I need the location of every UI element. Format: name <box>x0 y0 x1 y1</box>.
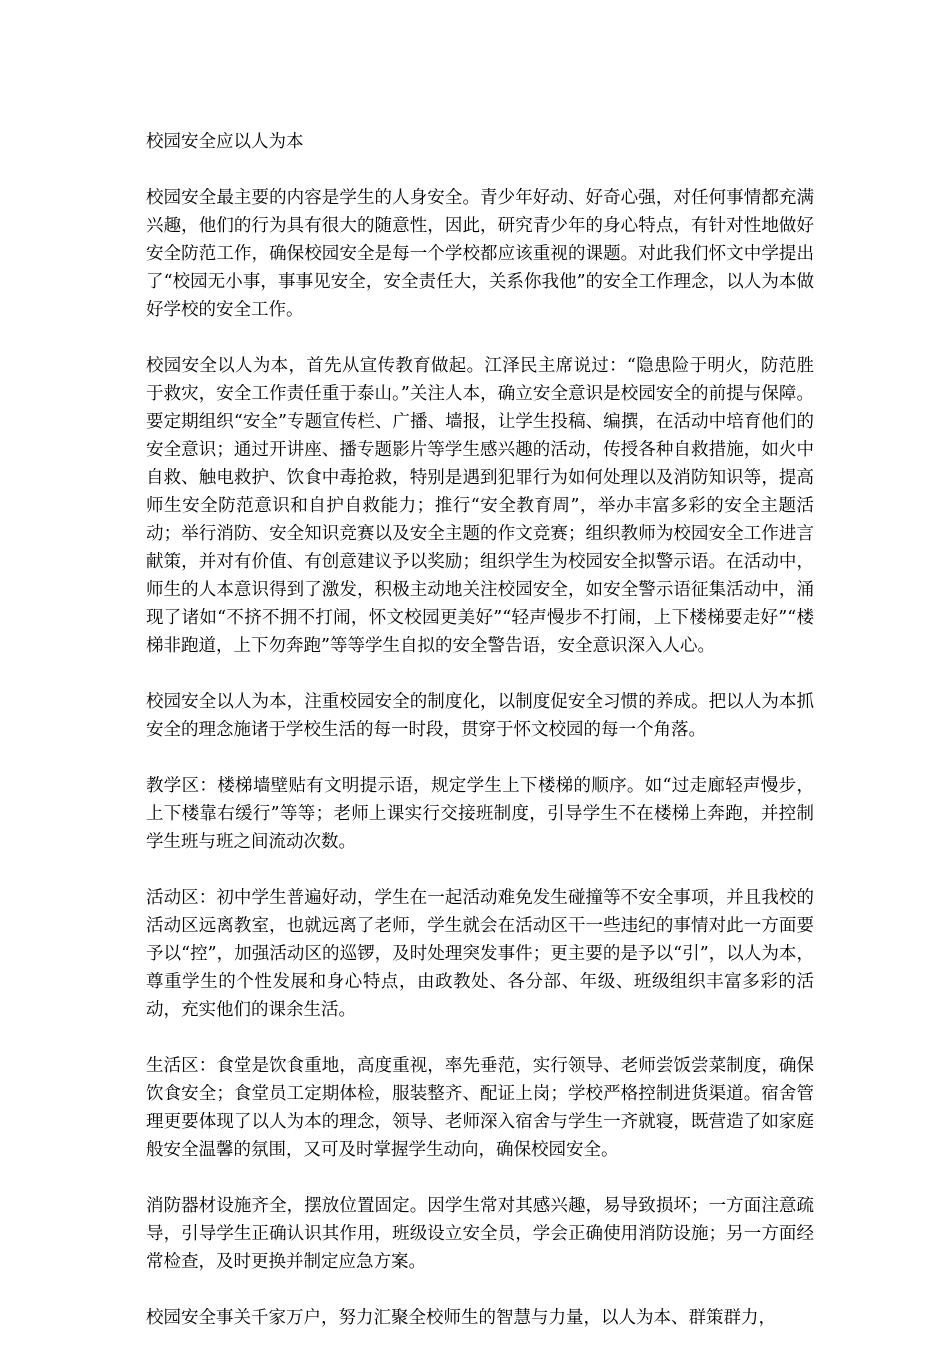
paragraph-living-area: 生活区：食堂是饮食重地，高度重视，率先垂范，实行领导、老师尝饭尝菜制度，确保饮食安全；食堂员工定期体检，服装整齐、配证上岗；学校严格控制进货渠道。宿舍管理更要体现了以人为本的理念，领导、老师深入宿舍与学生一齐就寝，既营造了如家庭般安全温馨的氛围，又可及时掌握学生动向，确保校园安全。 <box>146 1056 814 1160</box>
paragraph-education: 校园安全以人为本，首先从宣传教育做起。江泽民主席说过：“隐患险于明火，防范胜于救灾，安全工作责任重于泰山。”关注人本，确立安全意识是校园安全的前提与保障。要定期组织“安全”专题宣传栏、广播、墙报，让学生投稿、编撰，在活动中培育他们的安全意识；通过开讲座、播专题影片等学生感兴趣的活动，传授各种自救措施，如火中自救、触电救护、饮食中毒抢救，特别是遇到犯罪行为如何处理以及消防知识等，提高师生安全防范意识和自护自救能力；推行“安全教育周”，举办丰富多彩的安全主题活动；举行消防、安全知识竞赛以及安全主题的作文竞赛；组织教师为校园安全工作进言献策，并对有价值、有创意建议予以奖励；组织学生为校园安全拟警示语。在活动中，师生的人本意识得到了激发，积极主动地关注校园安全，如安全警示语征集活动中，涌现了诸如“不挤不拥不打闹，怀文校园更美好”“轻声慢步不打闹，上下楼梯要走好”“楼梯非跑道，上下勿奔跑”等等学生自拟的安全警告语，安全意识深入人心。 <box>146 356 814 656</box>
paragraph-intro: 校园安全最主要的内容是学生的人身安全。青少年好动、好奇心强，对任何事情都充满兴趣，他们的行为具有很大的随意性，因此，研究青少年的身心特点，有针对性地做好安全防范工作，确保校园安全是每一个学校都应该重视的课题。对此我们怀文中学提出了“校园无小事，事事见安全，安全责任大，关系你我他”的安全工作理念，以人为本做好学校的安全工作。 <box>146 188 814 320</box>
document-title: 校园安全应以人为本 <box>146 132 304 152</box>
paragraph-activity-area: 活动区：初中学生普遍好动，学生在一起活动难免发生碰撞等不安全事项，并且我校的活动区远离教室，也就远离了老师，学生就会在活动区干一些违纪的事情对此一方面要予以“控”，加强活动区的巡锣，及时处理突发事件；更主要的是予以“引”，以人为本，尊重学生的个性发展和身心特点，由政教处、各分部、年级、班级组织丰富多彩的活动，充实他们的课余生活。 <box>146 888 814 1020</box>
paragraph-teaching-area: 教学区：楼梯墙壁贴有文明提示语，规定学生上下楼梯的顺序。如“过走廊轻声慢步，上下楼靠右缓行”等等；老师上课实行交接班制度，引导学生不在楼梯上奔跑，并控制学生班与班之间流动次数。 <box>146 776 814 852</box>
paragraph-institution: 校园安全以人为本，注重校园安全的制度化，以制度促安全习惯的养成。把以人为本抓安全的理念施诸于学校生活的每一时段，贯穿于怀文校园的每一个角落。 <box>146 692 814 740</box>
paragraph-conclusion: 校园安全事关千家万户，努力汇聚全校师生的智慧与力量，以人为本、群策群力， <box>146 1308 776 1328</box>
paragraph-fire-equipment: 消防器材设施齐全，摆放位置固定。因学生常对其感兴趣，易导致损坏；一方面注意疏导，引导学生正确认识其作用，班级设立安全员，学会正确使用消防设施；另一方面经常检查，及时更换并制定应急方案。 <box>146 1196 814 1272</box>
document-page <box>146 128 814 1360</box>
